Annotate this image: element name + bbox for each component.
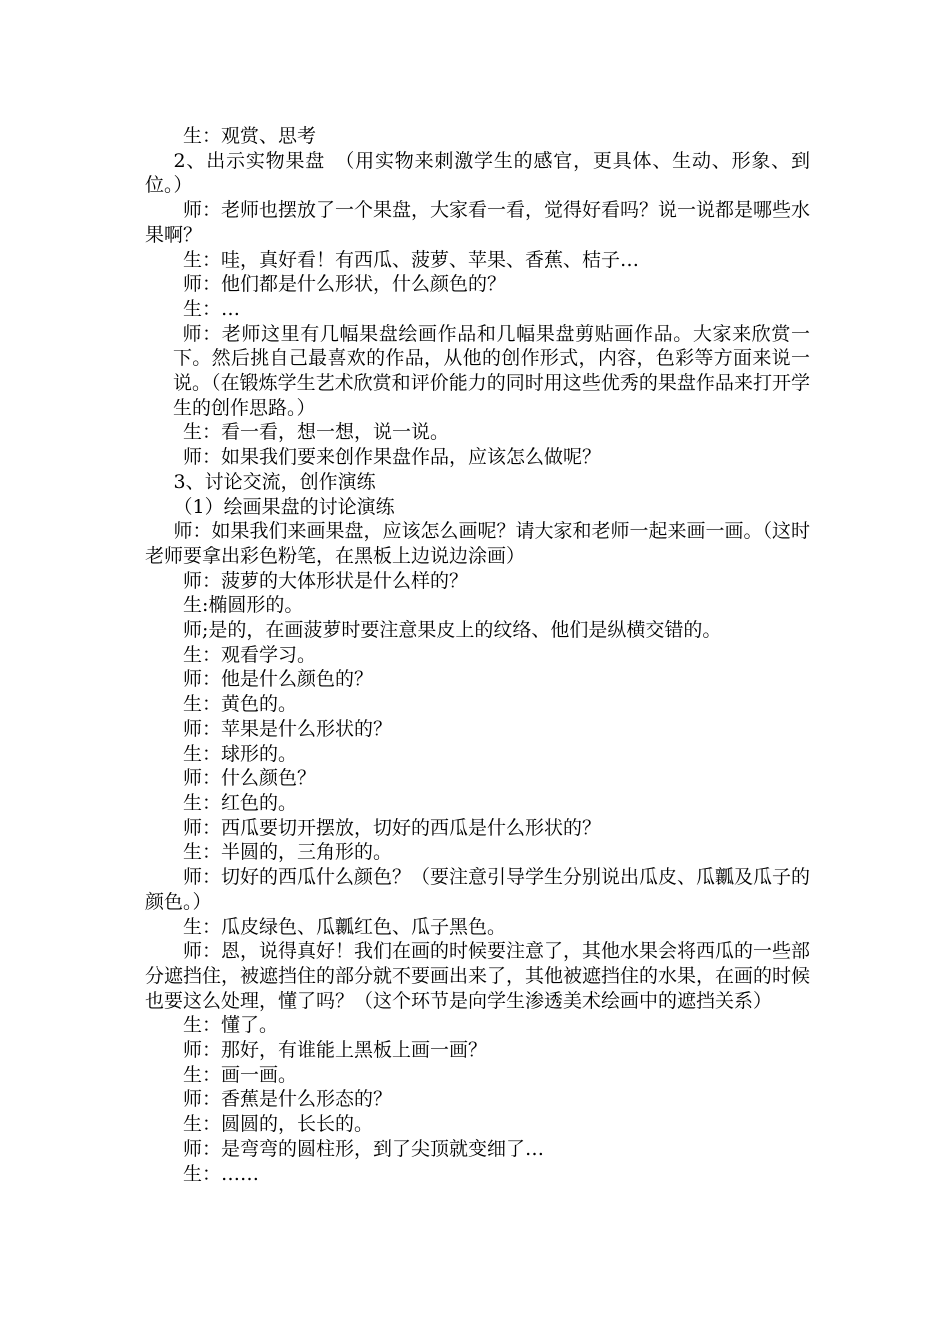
paragraph: 生：… xyxy=(183,297,241,320)
paragraph: 师：切好的西瓜什么颜色？（要注意引导学生分别说出瓜皮、瓜瓤及瓜子的颜色。） xyxy=(145,866,811,913)
paragraph: 生：球形的。 xyxy=(183,742,298,765)
paragraph: 师：什么颜色？ xyxy=(183,767,317,790)
paragraph: 师：他是什么颜色的？ xyxy=(183,668,374,691)
paragraph: 师：恩，说得真好！我们在画的时候要注意了，其他水果会将西瓜的一些部分遮挡住，被遮挡住的部分就不要画出来了，其他被遮挡住的水果，在画的时候也要这么处理，懂了吗？（这个环节是向学生渗透美术绘画中的遮挡关系） xyxy=(145,940,811,1012)
paragraph: 3、讨论交流，创作演练 xyxy=(173,470,376,493)
paragraph: 师：如果我们要来创作果盘作品，应该怎么做呢？ xyxy=(183,446,602,469)
paragraph: 师：香蕉是什么形态的？ xyxy=(183,1088,393,1111)
paragraph: 师：苹果是什么形状的？ xyxy=(183,717,393,740)
paragraph: 生：…… xyxy=(183,1162,260,1185)
paragraph: 生：画一画。 xyxy=(183,1063,298,1086)
paragraph: 师：如果我们来画果盘，应该怎么画呢？请大家和老师一起来画一画。（这时老师要拿出彩色粉笔，在黑板上边说边涂画） xyxy=(145,520,811,567)
paragraph: 师;是的，在画菠萝时要注意果皮上的纹络、他们是纵横交错的。 xyxy=(183,619,722,642)
paragraph: 生：红色的。 xyxy=(183,791,298,814)
paragraph: 师：是弯弯的圆柱形，到了尖顶就变细了… xyxy=(183,1137,545,1160)
paragraph: 师：西瓜要切开摆放，切好的西瓜是什么形状的？ xyxy=(183,816,602,839)
paragraph: （1）绘画果盘的讨论演练 xyxy=(173,495,395,518)
paragraph: 师：老师也摆放了一个果盘，大家看一看，觉得好看吗？说一说都是哪些水果啊？ xyxy=(145,199,811,246)
paragraph: 生：观看学习。 xyxy=(183,643,317,666)
paragraph: 生：懂了。 xyxy=(183,1014,279,1037)
paragraph: 生:椭圆形的。 xyxy=(183,594,304,617)
paragraph: 生：观赏、思考 xyxy=(183,125,317,147)
paragraph: 师：那好，有谁能上黑板上画一画？ xyxy=(183,1039,488,1062)
paragraph: 生：半圆的，三角形的。 xyxy=(183,841,393,864)
paragraph: 师：菠萝的大体形状是什么样的？ xyxy=(183,569,469,592)
paragraph: 师：他们都是什么形状，什么颜色的？ xyxy=(183,273,507,296)
paragraph: 生：黄色的。 xyxy=(183,693,298,716)
document-body xyxy=(145,124,810,1186)
paragraph: 2、出示实物果盘 （用实物来刺激学生的感官，更具体、生动、形象、到位。） xyxy=(145,149,810,197)
paragraph: 生：瓜皮绿色、瓜瓤红色、瓜子黑色。 xyxy=(183,915,507,938)
paragraph: 生：圆圆的，长长的。 xyxy=(183,1113,374,1136)
paragraph: 生：哇，真好看！有西瓜、菠萝、苹果、香蕉、桔子… xyxy=(183,248,640,271)
paragraph: 师：老师这里有几幅果盘绘画作品和几幅果盘剪贴画作品。大家来欣赏一下。然后挑自己最喜欢的作品，从他的创作形式，内容，色彩等方面来说一说。（在锻炼学生艺术欣赏和评价能力的同时用这些优秀的果盘作品来打开学生的创作思路。） xyxy=(173,322,810,419)
paragraph: 生：看一看，想一想，说一说。 xyxy=(183,421,450,444)
